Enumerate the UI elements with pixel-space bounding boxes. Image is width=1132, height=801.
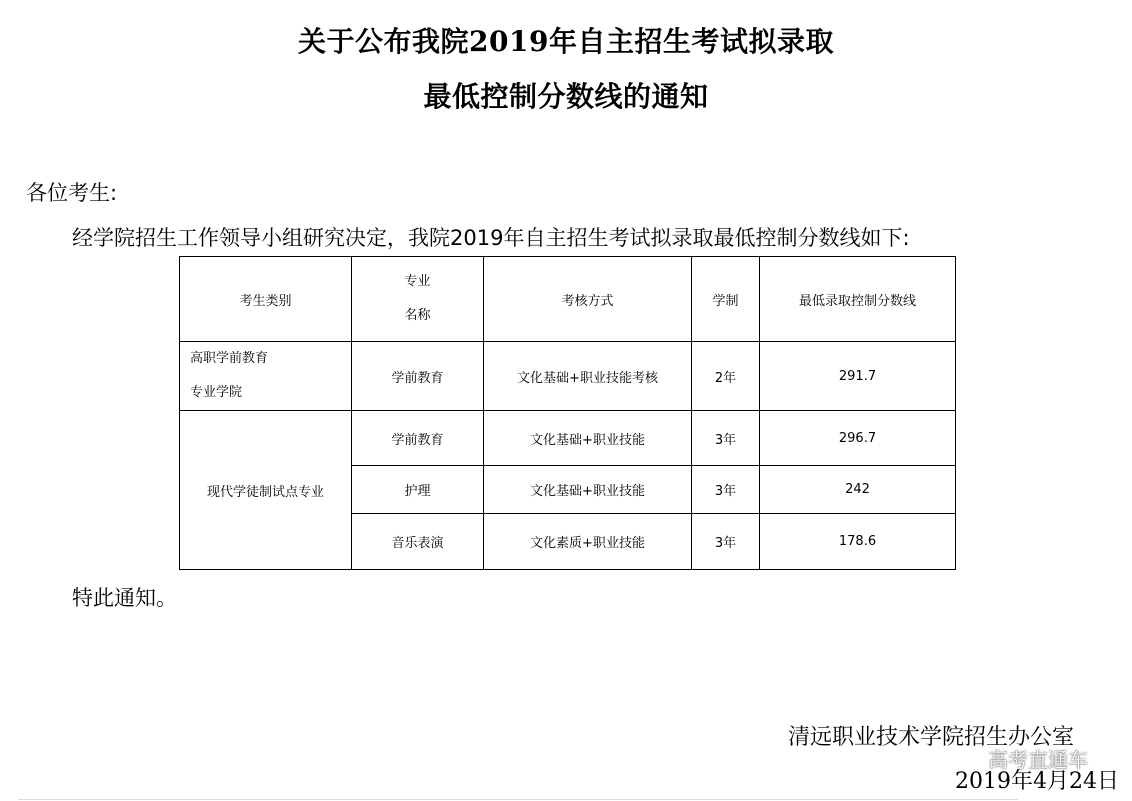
major-cell: 学前教育 [352,411,484,466]
notice-title-line-2: 最低控制分数线的通知 [423,80,709,113]
duration-cell: 3年 [692,514,760,570]
category-cell: 现代学徒制试点专业 [180,411,352,570]
min-score-cell: 178.6 [760,514,956,570]
method-cell: 文化素质+职业技能 [484,514,692,570]
issuing-office: 清远职业技术学院招生办公室 [788,725,1075,750]
header-method: 考核方式 [484,257,692,342]
closing-text: 特此通知。 [72,586,177,610]
method-cell: 文化基础+职业技能考核 [484,342,692,411]
duration-cell: 3年 [692,466,760,514]
category-line-2: 专业学院 [190,385,243,400]
major-cell: 学前教育 [352,342,484,411]
method-cell: 文化基础+职业技能 [484,466,692,514]
major-cell: 护理 [352,466,484,514]
method-cell: 文化基础+职业技能 [484,411,692,466]
watermark: 高考直通车 [988,748,1088,772]
header-duration: 学制 [692,257,760,342]
header-major-line-1: 专业 [404,274,431,289]
notice-title-line-1: 关于公布我院2019年自主招生考试拟录取 [298,25,834,58]
min-score-cell: 296.7 [760,411,956,466]
score-table [179,256,956,570]
major-cell: 音乐表演 [352,514,484,570]
min-score-cell: 242 [760,466,956,514]
intro-paragraph: 经学院招生工作领导小组研究决定，我院2019年自主招生考试拟录取最低控制分数线如下: [72,226,910,250]
bottom-divider [18,799,1018,800]
table-row [180,411,956,466]
issue-date: 2019年4月24日 [955,769,1119,794]
header-min-score: 最低录取控制分数线 [760,257,956,342]
header-category: 考生类别 [180,257,352,342]
category-line-1: 高职学前教育 [190,351,269,366]
table-row [180,342,956,411]
header-major-line-2: 名称 [404,308,431,323]
header-major [352,257,484,342]
table-header-row [180,257,956,342]
category-cell [180,342,352,411]
duration-cell: 3年 [692,411,760,466]
min-score-cell: 291.7 [760,342,956,411]
duration-cell: 2年 [692,342,760,411]
salutation: 各位考生: [26,181,118,205]
